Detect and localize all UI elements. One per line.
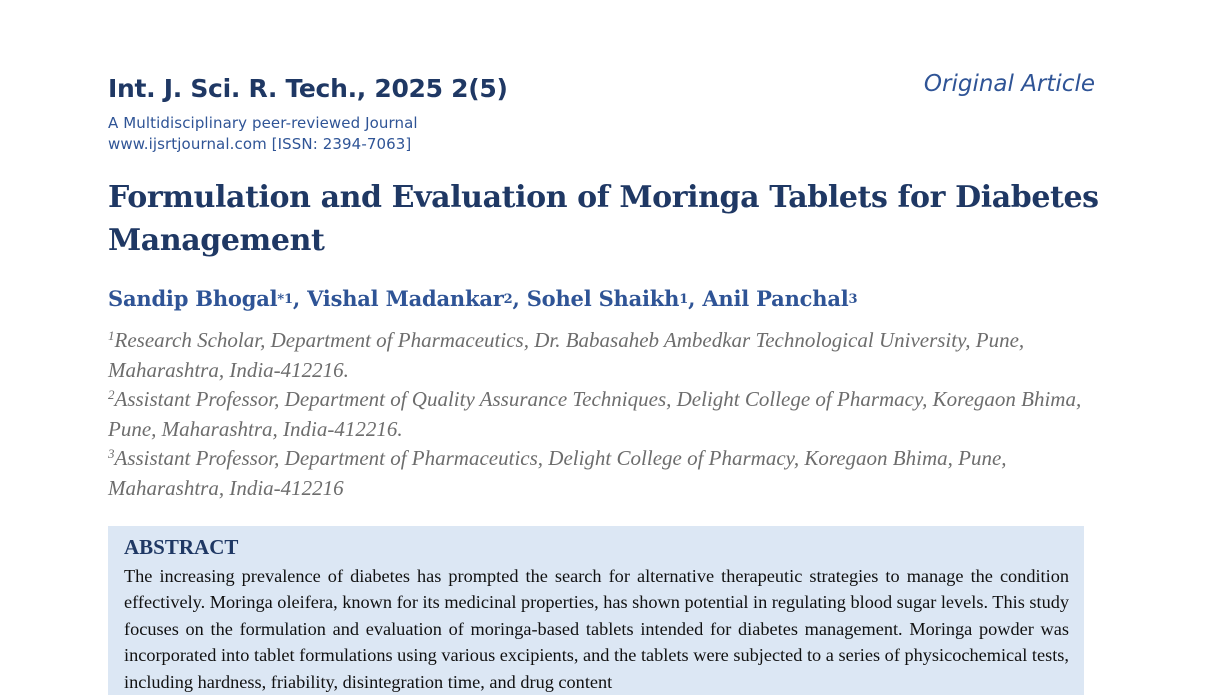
affiliation-item (108, 326, 1098, 385)
affiliation-list (108, 326, 1098, 503)
affiliation-number: 2 (108, 387, 115, 402)
journal-title: Int. J. Sci. R. Tech., 2025 2(5) (108, 74, 508, 103)
author-affiliation-mark: 2 (503, 292, 513, 307)
author-affiliation-mark: *1 (277, 292, 293, 307)
affiliation-item (108, 444, 1098, 503)
abstract-text: The increasing prevalence of diabetes has prompted the search for alternative therapeutic strategies to manage the condition effectively. Moringa oleifera, known for its medicinal properties, has shown potential in regulating blood sugar levels. This study focuses on the formulation and evaluation of moringa-based tablets intended for diabetes management. Moringa powder was incorporated into tablet formulations using various excipients, and the tablets were subjected to a series of physicochemical tests, including hardness, friability, disintegration time, and drug content (124, 566, 1069, 692)
author-separator: , (688, 286, 703, 311)
abstract-heading: ABSTRACT (124, 535, 239, 559)
author-affiliation-mark: 1 (679, 292, 689, 307)
author-affiliation-mark: 3 (848, 292, 858, 307)
journal-website: www.ijsrtjournal.com [ISSN: 2394-7063] (108, 135, 412, 153)
journal-subtitle: A Multidisciplinary peer-reviewed Journal (108, 114, 418, 132)
affiliation-text: Research Scholar, Department of Pharmaceutics, Dr. Babasaheb Ambedkar Technological University, Pune, Maharashtra, India-412216. (108, 328, 1025, 382)
paper-title: Formulation and Evaluation of Moringa Tablets for Diabetes Management (108, 180, 1099, 258)
author-name: Sandip Bhogal (108, 286, 278, 311)
author-name: Sohel Shaikh (526, 286, 680, 311)
affiliation-number: 3 (108, 446, 115, 461)
article-type-label: Original Article (923, 71, 1095, 97)
affiliation-text: Assistant Professor, Department of Pharmaceutics, Delight College of Pharmacy, Koregaon Bhima, Pune, Maharashtra, India-412216 (108, 446, 1007, 500)
abstract-box (108, 526, 1084, 695)
author-separator: , (512, 286, 527, 311)
author-name: Anil Panchal (702, 286, 849, 311)
author-name: Vishal Madankar (307, 286, 504, 311)
affiliation-text: Assistant Professor, Department of Quality Assurance Techniques, Delight College of Pharmacy, Koregaon Bhima, Pune, Maharashtra, India-412216. (108, 387, 1082, 441)
author-list (108, 286, 857, 311)
author-separator: , (292, 286, 308, 311)
affiliation-number: 1 (108, 328, 115, 343)
affiliation-item (108, 385, 1098, 444)
